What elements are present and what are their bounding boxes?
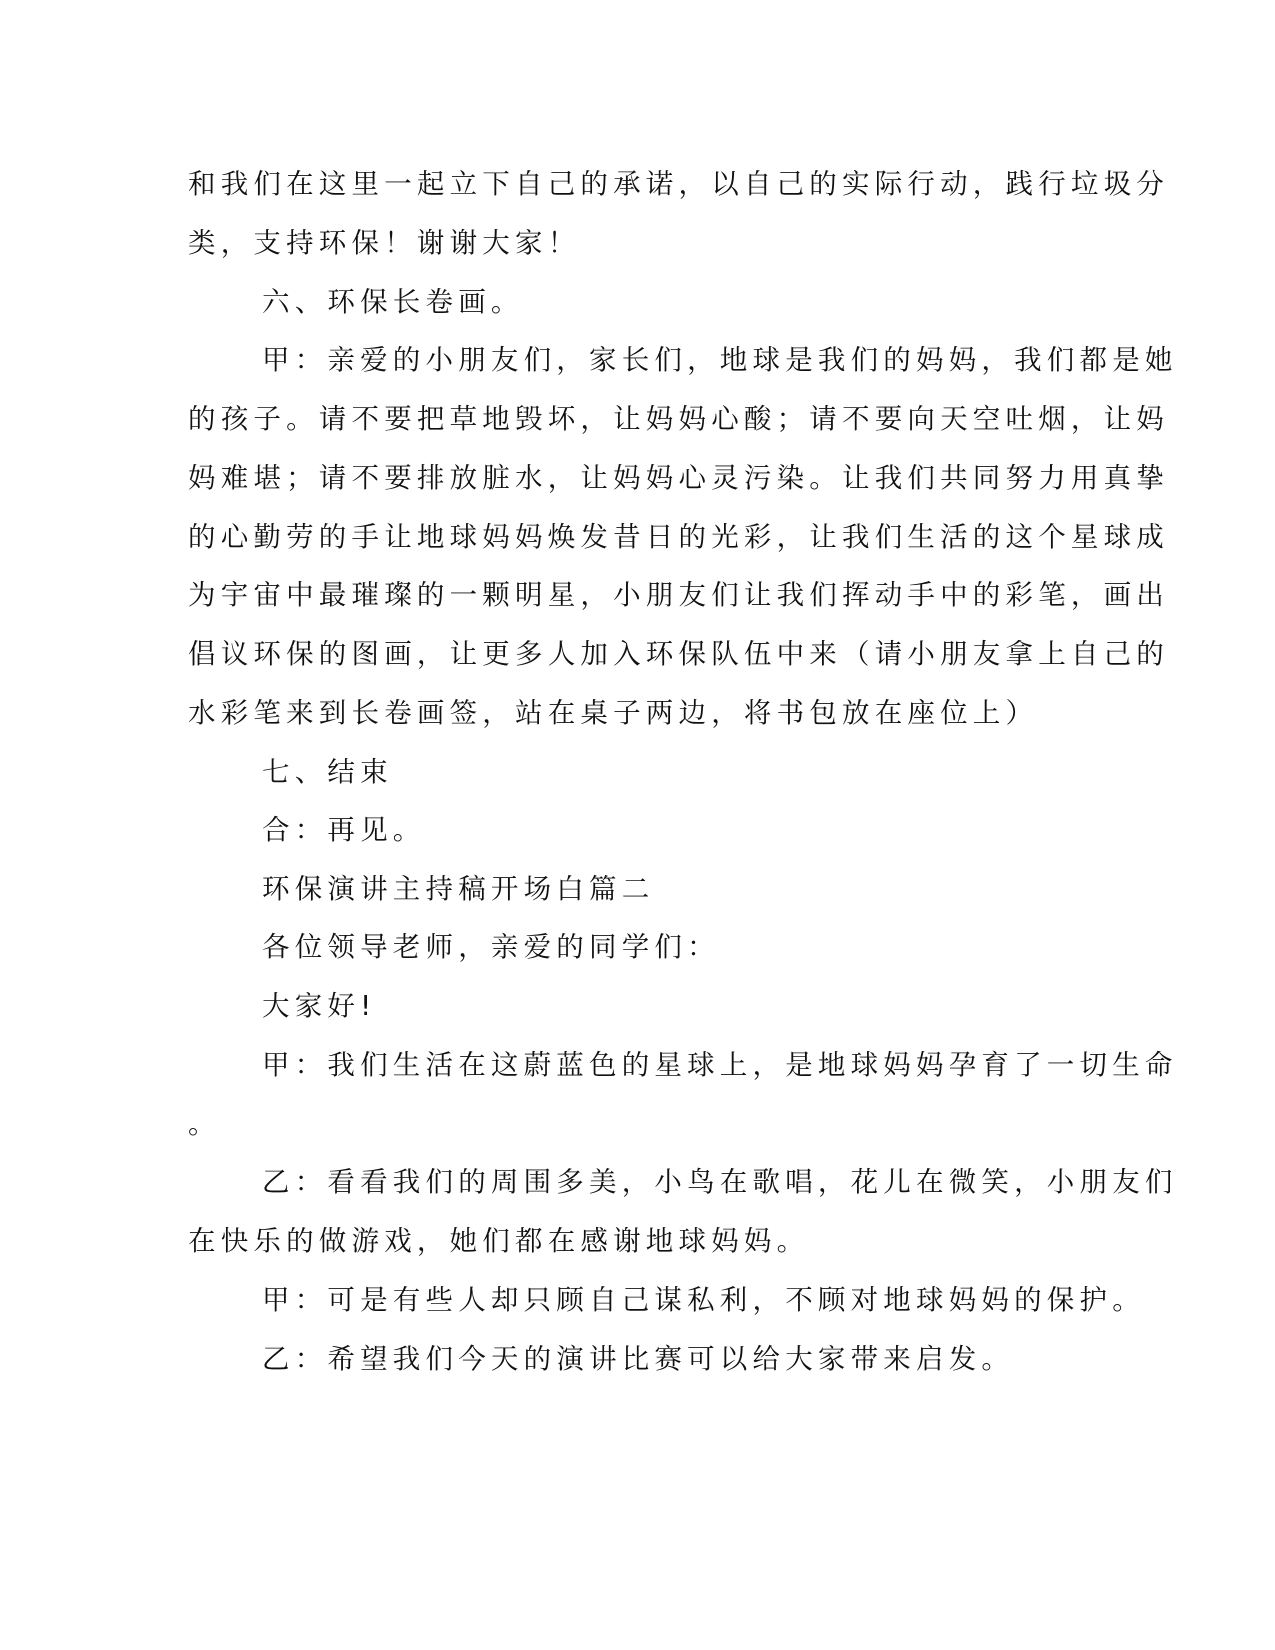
paragraph-line: 为宇宙中最璀璨的一颗明星，小朋友们让我们挥动手中的彩笔，画出 xyxy=(188,579,1169,611)
paragraph-line: 在快乐的做游戏，她们都在感谢地球妈妈。 xyxy=(188,1225,810,1257)
paragraph-line: 甲：亲爱的小朋友们，家长们，地球是我们的妈妈，我们都是她 xyxy=(262,344,1178,376)
salutation-line: 各位领导老师，亲爱的同学们： xyxy=(262,931,720,963)
paragraph-line: 和我们在这里一起立下自己的承诺，以自己的实际行动，践行垃圾分 xyxy=(188,168,1169,200)
paragraph-line: 类，支持环保！谢谢大家！ xyxy=(188,227,581,259)
paragraph-line: 。 xyxy=(188,1108,221,1140)
paragraph-line: 妈难堪；请不要排放脏水，让妈妈心灵污染。让我们共同努力用真挚 xyxy=(188,462,1169,494)
paragraph-line: 倡议环保的图画，让更多人加入环保队伍中来（请小朋友拿上自己的 xyxy=(188,638,1169,670)
section-heading: 六、环保长卷画。 xyxy=(262,286,524,318)
document-title: 环保演讲主持稿开场白篇二 xyxy=(262,873,655,905)
paragraph-line: 的孩子。请不要把草地毁坏，让妈妈心酸；请不要向天空吐烟，让妈 xyxy=(188,403,1169,435)
paragraph-line: 的心勤劳的手让地球妈妈焕发昔日的光彩，让我们生活的这个星球成 xyxy=(188,521,1169,553)
greeting-line: 大家好! xyxy=(262,990,377,1022)
paragraph-line: 乙：希望我们今天的演讲比赛可以给大家带来启发。 xyxy=(262,1343,1015,1375)
paragraph-line: 水彩笔来到长卷画签，站在桌子两边，将书包放在座位上） xyxy=(188,697,1039,729)
paragraph-line: 甲：可是有些人却只顾自己谋私利，不顾对地球妈妈的保护。 xyxy=(262,1284,1145,1316)
paragraph-line: 合：再见。 xyxy=(262,814,426,846)
paragraph-line: 乙：看看我们的周围多美，小鸟在歌唱，花儿在微笑，小朋友们 xyxy=(262,1166,1178,1198)
paragraph-line: 甲：我们生活在这蔚蓝色的星球上，是地球妈妈孕育了一切生命 xyxy=(262,1049,1178,1081)
section-heading: 七、结束 xyxy=(262,756,393,788)
